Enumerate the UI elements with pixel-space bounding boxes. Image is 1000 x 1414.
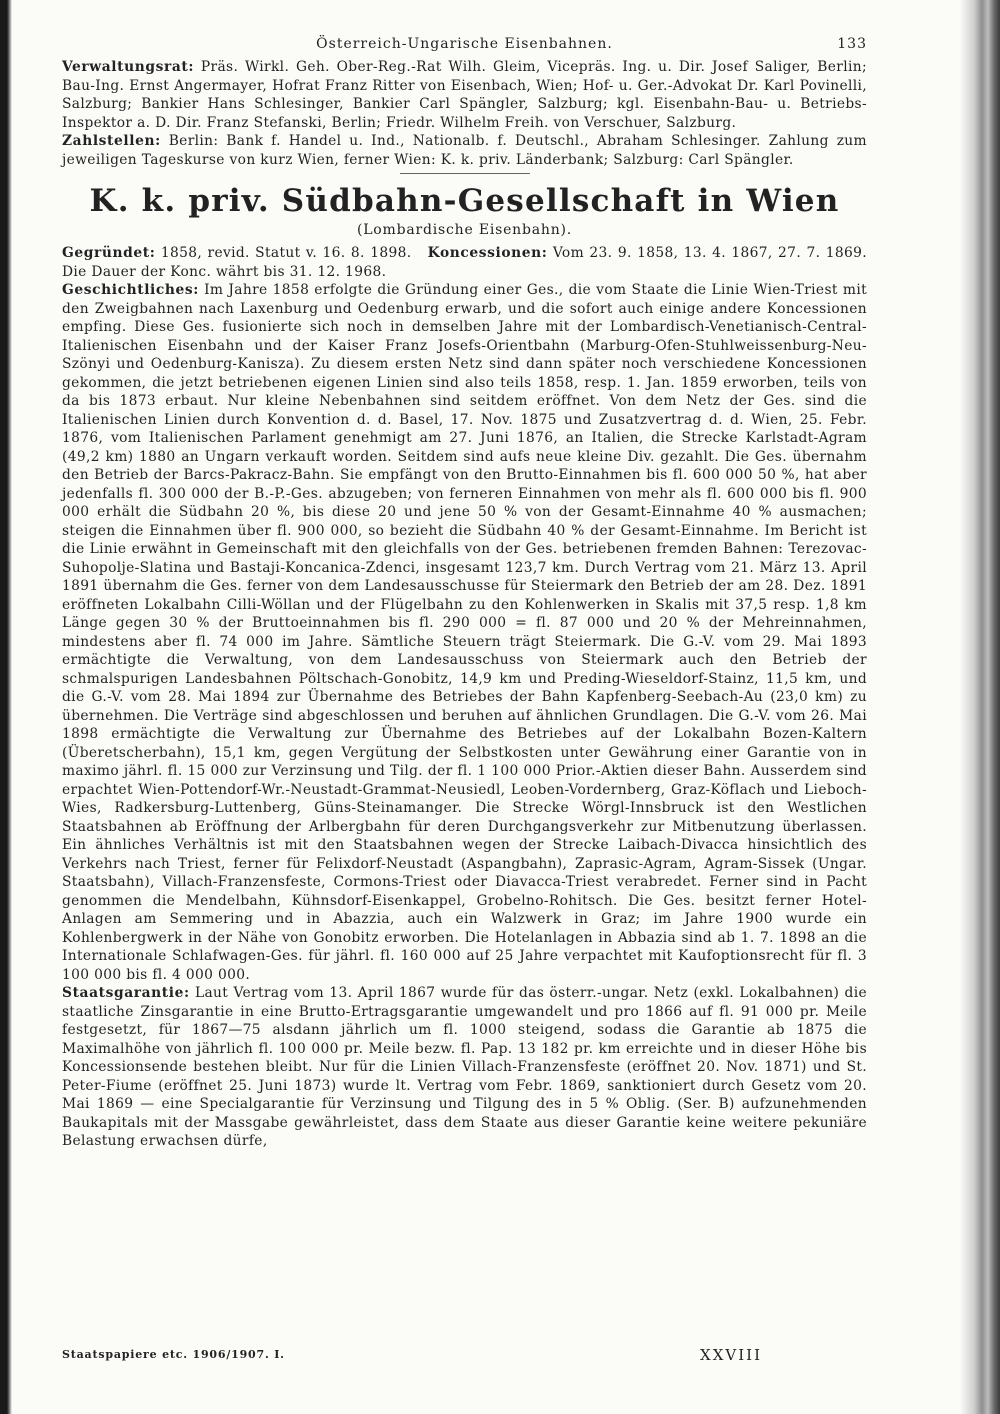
koncessionen-text: Vom 23. 9. 1858, 13. 4. 1867, 27. 7. 1869. Die Dauer der Konc. währt bis 31. 12. 1968. [62,245,867,280]
footer-signature: XXVIII [700,1346,762,1364]
scan-right-edge [960,0,1000,1414]
scan-left-edge [0,0,12,1414]
page-footer [62,1346,762,1366]
section-divider [400,173,530,174]
gegruendet-text: 1858, revid. Statut v. 16. 8. 1898. [160,245,412,261]
geschichtliches-paragraph [62,281,867,984]
staatsgarantie-label: Staatsgarantie: [62,985,190,1001]
verwaltungsrat-text: Präs. Wirkl. Geh. Ober-Reg.-Rat Wilh. Gleim, Vicepräs. Ing. u. Dir. Josef Saliger, Berlin; Bau-Ing. Ernst Angermayer, Hofrat Franz Ritter von Eisenbach, Wien; Hof- u. Ger.-Advokat Dr. Karl Povinelli, Salzburg; Bankier Hans Schlesinger, Bankier Carl Spängler, Salzburg; kgl. Eisenbahn-Bau- u. Betriebs-Inspektor a. D. Dir. Franz Stefanski, Berlin; Friedr. Wilhelm Freih. von Verschuer, Salzburg. [62,59,867,131]
geschichtliches-label: Geschichtliches: [62,282,199,298]
running-header-title: Österreich-Ungarische Eisenbahnen. [316,36,613,52]
verwaltungsrat-label: Verwaltungsrat: [62,59,195,75]
gegruendet-label: Gegründet: [62,245,156,261]
koncessionen-label: Koncessionen: [427,245,548,261]
page-number: 133 [837,36,867,52]
section-title: K. k. priv. Südbahn-Gesellschaft in Wien [89,183,840,219]
running-header [62,34,867,58]
geschichtliches-text: Im Jahre 1858 erfolgte die Gründung einer Ges., die vom Staate die Linie Wien-Triest mit den Zweigbahnen nach Laxenburg und Oedenburg erwarb, und die sofort auch einige andere Koncessionen empfing. Diese Ges. fusionierte sich noch in demselben Jahre mit der Lombardisch-Venetianisch-Central-Italienischen Eisenbahn und der Kaiser Franz Josefs-Orientbahn (Marburg-Ofen-Stuhlweissenburg-Neu-Szönyi und Oedenburg-Kanisza). Zu diesem ersten Netz sind dann später noch verschiedene Koncessionen gekommen, die jetzt betriebenen eigenen Linien sind also teils 1858, resp. 1. Jan. 1859 erworben, teils von da bis 1873 erbaut. Nur kleine Nebenbahnen sind seitdem eröffnet. Von dem Netz der Ges. sind die Italienischen Linien durch Konvention d. d. Basel, 17. Nov. 1875 und Zusatzvertrag d. d. Wien, 25. Febr. 1876, vom Italienischen Parlament genehmigt am 27. Juni 1876, an Italien, die Strecke Karlstadt-Agram (49,2 km) 1880 an Ungarn verkauft worden. Seitdem sind aufs neue kleine Div. gezahlt. Die Ges. übernahm den Betrieb der Barcs-Pakracz-Bahn. Sie empfängt von den Brutto-Einnahmen bis fl. 600 000 50 %, hat aber jedenfalls fl. 300 000 der B.-P.-Ges. abzugeben; von ferneren Einnahmen von mehr als fl. 600 000 bis fl. 900 000 erhält die Südbahn 20 %, bis diese 20 und jene 50 % von der Gesamt-Einnahme 40 % ausmachen; steigen die Einnahmen über fl. 900 000, so bezieht die Südbahn 40 % der Gesamt-Einnahme. Im Bericht ist die Linie erwähnt in Gemeinschaft mit den gleichfalls von der Ges. betriebenen fremden Bahnen: Terezovac-Suhopolje-Slatina und Bastaji-Koncanica-Zdenci, insgesamt 123,7 km. Durch Vertrag vom 21. März 13. April 1891 übernahm die Ges. ferner von dem Landesausschusse für Steiermark den Betrieb der am 28. Dez. 1891 eröffneten Lokalbahn Cilli-Wöllan und der Flügelbahn zu den Kohlenwerken in Skalis mit 37,5 resp. 1,8 km Länge gegen 30 % der Bruttoeinnahmen bis fl. 290 000 = fl. 87 000 und 20 % der Mehreinnahmen, mindestens aber fl. 74 000 im Jahre. Sämtliche Steuern trägt Steiermark. Die G.-V. vom 29. Mai 1893 ermächtigte die Verwaltung, von dem Landesausschuss von Steiermark auch den Betrieb der schmalspurigen Landesbahnen Pöltschach-Gonobitz, 14,9 km und Preding-Wieseldorf-Stainz, 11,5 km, und die G.-V. vom 28. Mai 1894 zur Übernahme des Betriebes der Bahn Kapfenberg-Seebach-Au (23,0 km) zu übernehmen. Die Verträge sind abgeschlossen und beruhen auf ähnlichen Grundlagen. Die G.-V. vom 26. Mai 1898 ermächtigte die Verwaltung zur Übernahme des Betriebes auf der Lokalbahn Bozen-Kaltern (Überetscherbahn), 15,1 km, gegen Vergütung der Selbstkosten unter Gewährung einer Garantie von in maximo jährl. fl. 15 000 zur Verzinsung und Tilg. der fl. 1 100 000 Prior.-Aktien dieser Bahn. Ausserdem sind erpachtet Wien-Pottendorf-Wr.-Neustadt-Grammat-Neusiedl, Leoben-Vordernberg, Graz-Köflach und Lieboch-Wies, Radkersburg-Luttenberg, Güns-Steinamanger. Die Strecke Wörgl-Innsbruck ist den Westlichen Staatsbahnen ab Eröffnung der Arlbergbahn für deren Durchgangsverkehr zur Mitbenutzung überlassen. Ein ähnliches Verhältnis ist mit den Staatsbahnen wegen der Strecke Laibach-Divacca hinsichtlich des Verkehrs nach Triest, ferner für Felixdorf-Neustadt (Aspangbahn), Zaprasic-Agram, Agram-Sissek (Ungar. Staatsbahn), Villach-Franzensfeste, Cormons-Triest oder Diavacca-Triest verabredet. Ferner sind in Pacht genommen die Mendelbahn, Kühnsdorf-Eisenkappel, Grobelno-Rohitsch. Die Ges. besitzt ferner Hotel-Anlagen am Semmering und in Abazzia, auch ein Walzwerk in Graz; im Jahre 1900 wurde ein Kohlenbergwerk in der Nähe von Gonobitz erworben. Die Hotelanlagen in Abbazia sind ab 1. 7. 1898 an die Internationale Schlafwagen-Ges. für jährl. fl. 160 000 auf 25 Jahre verpachtet mit Kaufoptionsrecht für fl. 3 100 000 bis fl. 4 000 000. [62,282,867,983]
document-page [62,34,867,1374]
gegruendet-paragraph [62,244,867,281]
zahlstellen-paragraph [62,132,867,169]
staatsgarantie-paragraph [62,984,867,1151]
zahlstellen-label: Zahlstellen: [62,133,161,149]
footer-publication: Staatspapiere etc. 1906/1907. I. [62,1348,285,1361]
verwaltungsrat-paragraph [62,58,867,132]
zahlstellen-text: Berlin: Bank f. Handel u. Ind., Nationalb. f. Deutschl., Abraham Schlesinger. Zahlung zum jeweiligen Tageskurse von kurz Wien, ferner Wien: K. k. priv. Länderbank; Salzburg: Carl Spängler. [62,133,867,168]
staatsgarantie-text: Laut Vertrag vom 13. April 1867 wurde für das österr.-ungar. Netz (exkl. Lokalbahnen) die staatliche Zinsgarantie in eine Brutto-Ertragsgarantie umgewandelt und pro 1866 auf fl. 91 000 pr. Meile festgesetzt, für 1867—75 alsdann jährlich um fl. 1000 steigend, sodass die Garantie ab 1875 die Maximalhöhe von jährlich fl. 100 000 pr. Meile bezw. fl. Pap. 13 182 pr. km erreichte und in dieser Höhe bis Koncessionsende bestehen bleibt. Nur für die Linien Villach-Franzensfeste (eröffnet 20. Nov. 1871) und St. Peter-Fiume (eröffnet 25. Juni 1873) wurde lt. Vertrag vom Febr. 1869, sanktioniert durch Gesetz vom 20. Mai 1869 — eine Specialgarantie für Verzinsung und Tilgung des in 5 % Oblig. (Ser. B) aufzunehmenden Baukapitals mit der Massgabe gewährleistet, dass dem Staate aus dieser Garantie keine weitere pekuniäre Belastung erwachsen dürfe, [62,985,867,1149]
section-subtitle: (Lombardische Eisenbahn). [356,222,573,238]
